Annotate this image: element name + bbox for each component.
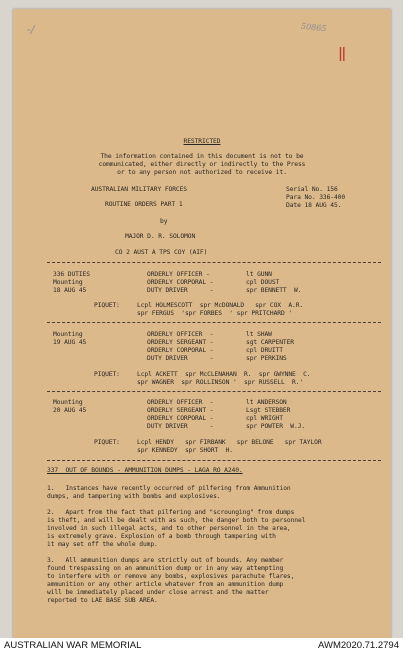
mounting-date: 18 AUG 45 [53, 287, 87, 294]
paragraph-line: it may set off the whole dump. [47, 541, 158, 548]
institution-caption: AUSTRALIAN WAR MEMORIAL [4, 640, 142, 651]
mounting-date: 20 AUG 45 [53, 407, 87, 414]
duty-role: ORDERLY CORPORAL - [147, 347, 214, 354]
caption-bar [0, 638, 403, 653]
paragraph-line: involved in such illegal acts, and to other personnel in the area, [47, 525, 291, 532]
paragraph-line: 3. All ammunition dumps are strictly out of bounds. Any member [47, 557, 284, 564]
by-label: by [160, 218, 168, 225]
restricted-heading: RESTRICTED [183, 138, 221, 145]
piquet-line: spr KENNEDY spr SHORT H. [137, 447, 233, 454]
duty-role: ORDERLY CORPORAL - [147, 279, 214, 286]
duty-name: lt ANDERSON [246, 399, 287, 406]
duty-role: DUTY DRIVER - [147, 355, 214, 362]
duty-role: DUTY DRIVER - [147, 287, 214, 294]
piquet-line: Lcpl HOLMESCOTT spr McDONALD spr COX A.R. [137, 302, 304, 309]
paragraph-line: 2. Apart from the fact that pilfering and "scrounging" from dumps [47, 509, 295, 516]
officer-name: MAJOR D. R. SOLOMON [125, 233, 196, 240]
order-date: Date 18 AUG 45. [286, 202, 342, 209]
mounting-label: Mounting [53, 279, 83, 286]
duty-role: ORDERLY SERGEANT - [147, 339, 214, 346]
paragraph-line: dumps, and tampering with bombs and explosives. [47, 493, 221, 500]
duty-name: cpl DRUITT [246, 347, 283, 354]
piquet-label: PIQUET: [94, 302, 120, 309]
duty-name: spr PERKINS [246, 355, 287, 362]
para-number: Para No. 336-400 [286, 194, 346, 201]
pencil-reference: 50865 [300, 21, 327, 34]
piquet-label: PIQUET: [94, 371, 120, 378]
piquet-label: PIQUET: [94, 439, 120, 446]
paragraph-line: 1. Instances have recently occurred of pilfering from Ammunition [47, 485, 291, 492]
duty-role: ORDERLY CORPORAL - [147, 415, 214, 422]
duty-role: DUTY DRIVER - [147, 423, 214, 430]
divider-line [47, 391, 381, 392]
piquet-line: Lcpl ACKETT spr McCLENAHAN R. spr GWYNNE C. [137, 371, 311, 378]
pencil-mark: -/ [27, 23, 35, 36]
paragraph-line: reported to LAE BASE SUB AREA. [47, 597, 158, 604]
paragraph-line: will be immediately placed under close arrest and the matter [47, 589, 269, 596]
duty-name: lt SHAW [246, 331, 272, 338]
paragraph-line: found trespassing on an ammunition dump or in any way attempting [47, 565, 284, 572]
duty-role: ORDERLY OFFICER - [147, 399, 214, 406]
duty-name: lt GUNN [246, 271, 272, 278]
duty-role: ORDERLY SERGEANT - [147, 407, 214, 414]
notice-line: The information contained in this document is not to be [100, 153, 304, 160]
para-336-label: 336 DUTIES [53, 271, 90, 278]
divider-line [47, 460, 381, 461]
divider-line [47, 262, 381, 263]
para-337-title: 337 OUT OF BOUNDS - AMMUNITION DUMPS - LAGA RO A240. [47, 467, 243, 474]
divider-line [47, 322, 381, 323]
duty-name: spr POWTER W.J. [246, 423, 306, 430]
piquet-line: Lcpl HENDY spr FIRBANK spr BELONE spr TAYLOR [137, 439, 322, 446]
unit-name: CO 2 AUST A TPS COY (AIF) [115, 249, 208, 256]
mounting-date: 19 AUG 45 [53, 339, 87, 346]
notice-line: communicated, either directly or indirectly to the Press [98, 161, 306, 168]
paragraph-line: is theft, and will be dealt with as such, the danger both to personnel [47, 517, 306, 524]
routine-orders-heading: ROUTINE ORDERS PART 1 [105, 201, 183, 208]
mounting-label: Mounting [53, 331, 83, 338]
piquet-line: spr WAGNER spr ROLLINSON ' spr RUSSELL R.' [137, 379, 304, 386]
forces-heading: AUSTRALIAN MILITARY FORCES [91, 186, 187, 193]
accession-number: AWM2020.71.2794 [318, 640, 399, 651]
red-pencil-mark-icon [339, 46, 346, 62]
duty-name: Lsgt STEBBER [246, 407, 291, 414]
mounting-label: Mounting [53, 399, 83, 406]
duty-role: ORDERLY OFFICER - [147, 271, 210, 278]
notice-line: or to any person not authorized to receive it. [117, 169, 287, 176]
paragraph-line: to interfere with or remove any bombs, explosives parachute flares, [47, 573, 295, 580]
duty-name: spr BENNETT W. [246, 287, 302, 294]
document-page [13, 9, 391, 638]
paragraph-line: is extremely grave. Explosion of a bomb through tampering with [47, 533, 276, 540]
duty-name: cpl DOUST [246, 279, 280, 286]
paragraph-line: ammunition or any other article whatever from an ammunition dump [47, 581, 284, 588]
duty-name: cpl WRIGHT [246, 415, 283, 422]
serial-number: Serial No. 156 [286, 186, 338, 193]
duty-name: sgt CARPENTER [246, 339, 294, 346]
duty-role: ORDERLY OFFICER - [147, 331, 214, 338]
piquet-line: spr FERGUS 'spr FORBES ' spr PRITCHARD ' [137, 310, 293, 317]
